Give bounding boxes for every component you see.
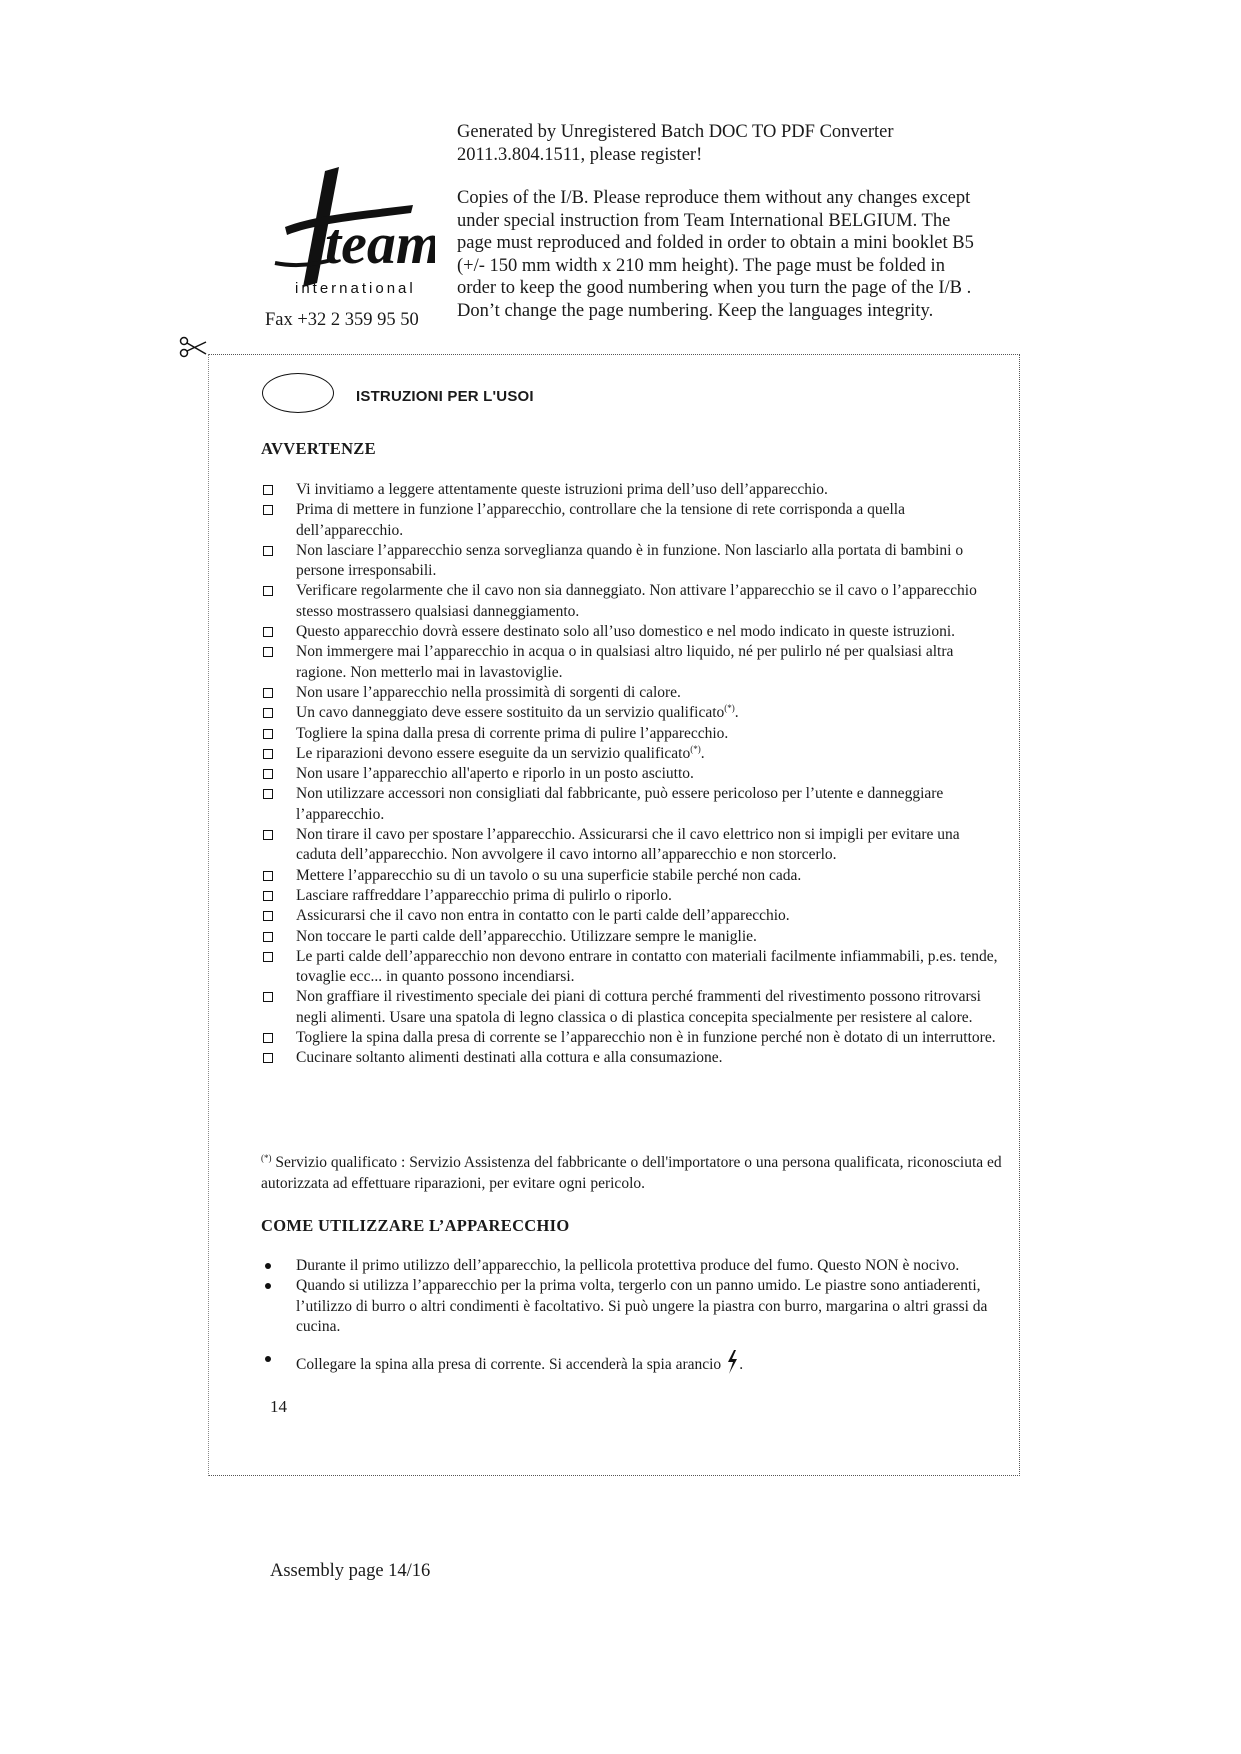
team-logo	[255, 163, 435, 298]
warning-text: Le riparazioni devono essere eseguite da un servizio qualificato	[296, 744, 691, 762]
warning-text: Togliere la spina dalla presa di corrente prima di pulire l’apparecchio.	[296, 724, 729, 742]
warnings-list	[261, 480, 1001, 1069]
footnote-text: Servizio qualificato : Servizio Assistenza del fabbricante o dell'importatore o una persona qualificata, riconosciuta ed autorizzata ad effettuare riparazioni, per evitare ogni pericolo.	[261, 1154, 1002, 1192]
warning-item	[261, 906, 1001, 926]
usage-tail: .	[739, 1356, 744, 1374]
checkbox-bullet-icon	[263, 627, 273, 637]
warning-item	[261, 683, 1001, 703]
warning-text: Non usare l’apparecchio all'aperto e riporlo in un posto asciutto.	[296, 765, 694, 783]
language-oval	[262, 373, 334, 413]
footnote-ref: (*)	[724, 703, 735, 714]
warning-item	[261, 581, 1001, 622]
checkbox-bullet-icon	[263, 485, 273, 495]
checkbox-bullet-icon	[263, 769, 273, 779]
checkbox-bullet-icon	[263, 708, 273, 718]
warning-text: Togliere la spina dalla presa di corrente se l’apparecchio non è in funzione perché non è dotato di un interruttore.	[296, 1029, 996, 1047]
usage-item	[261, 1349, 1001, 1375]
checkbox-bullet-icon	[263, 729, 273, 739]
warning-text: Non toccare le parti calde dell’apparecchio. Utilizzare sempre le maniglie.	[296, 927, 757, 945]
warning-tail: .	[734, 704, 739, 722]
warning-text: Non immergere mai l’apparecchio in acqua o in qualsiasi altro liquido, né per pulirlo né per qualsiasi altra ragione. Non metterlo mai in lavastoviglie.	[296, 643, 954, 681]
warning-item	[261, 744, 1001, 764]
logo-wordmark: team	[325, 211, 435, 276]
warning-item	[261, 825, 1001, 866]
checkbox-bullet-icon	[263, 911, 273, 921]
warning-text: Non usare l’apparecchio nella prossimità di sorgenti di calore.	[296, 683, 681, 701]
warning-item	[261, 764, 1001, 784]
warning-tail: .	[700, 744, 705, 762]
converter-line-1: Generated by Unregistered Batch DOC TO PDF Converter	[457, 122, 894, 142]
fax-number: Fax +32 2 359 95 50	[265, 310, 419, 330]
bullet-dot-icon	[265, 1283, 271, 1289]
checkbox-bullet-icon	[263, 1053, 273, 1063]
warning-item	[261, 703, 1001, 723]
warning-item	[261, 987, 1001, 1028]
footnote-ref: (*)	[690, 743, 701, 754]
checkbox-bullet-icon	[263, 1033, 273, 1043]
usage-list	[261, 1256, 1001, 1375]
usage-item	[261, 1256, 1001, 1276]
checkbox-bullet-icon	[263, 586, 273, 596]
usage-text: Collegare la spina alla presa di corrente. Si accenderà la spia arancio	[296, 1356, 722, 1374]
warning-text: Mettere l’apparecchio su di un tavolo o su una superficie stabile perché non cada.	[296, 866, 802, 884]
warning-text: Vi invitiamo a leggere attentamente queste istruzioni prima dell’uso dell’apparecchio.	[296, 481, 828, 498]
usage-text: Durante il primo utilizzo dell’apparecchio, la pellicola protettiva produce del fumo. Questo NON è nocivo.	[296, 1257, 960, 1274]
warning-item	[261, 1028, 1001, 1048]
bullet-dot-icon	[265, 1356, 271, 1362]
warning-text: Verificare regolarmente che il cavo non sia danneggiato. Non attivare l’apparecchio se il cavo o l’apparecchio stesso mostrassero qualsiasi danneggiamento.	[296, 582, 977, 620]
warning-text: Cucinare soltanto alimenti destinati alla cottura e alla consumazione.	[296, 1049, 723, 1067]
warning-item	[261, 541, 1001, 582]
usage-item	[261, 1276, 1001, 1337]
page-title: ISTRUZIONI PER L'USOI	[356, 388, 534, 405]
warning-text: Non lasciare l’apparecchio senza sorveglianza quando è in funzione. Non lasciarlo alla portata di bambini o persone irresponsabili.	[296, 541, 964, 580]
bullet-dot-icon	[265, 1263, 271, 1269]
warning-text: Assicurarsi che il cavo non entra in contatto con le parti calde dell’apparecchio.	[296, 907, 790, 925]
warning-item	[261, 724, 1001, 744]
checkbox-bullet-icon	[263, 871, 273, 881]
warning-item	[261, 784, 1001, 825]
warning-text: Non tirare il cavo per spostare l’apparecchio. Assicurarsi che il cavo elettrico non si impigli per evitare una caduta dell’apparecchio. Non avvolgere il cavo intorno all’apparecchio e non storcerlo.	[296, 826, 960, 864]
logo-subtitle: international	[295, 280, 416, 297]
footnote-mark: (*)	[261, 1152, 272, 1163]
warnings-heading: AVVERTENZE	[261, 439, 376, 458]
checkbox-bullet-icon	[263, 505, 273, 515]
checkbox-bullet-icon	[263, 891, 273, 901]
warning-item	[261, 886, 1001, 906]
warning-text: Le parti calde dell’apparecchio non devono entrare in contatto con materiali facilmente infiammabili, p.es. tende, tovaglie ecc... in quanto possono incendiarsi.	[296, 947, 998, 986]
checkbox-bullet-icon	[263, 546, 273, 556]
footnote	[261, 1153, 1003, 1194]
warning-item	[261, 947, 1001, 988]
warning-text: Prima di mettere in funzione l’apparecchio, controllare che la tensione di rete corrisponda a quella dell’apparecchio.	[296, 501, 905, 539]
header-notice	[457, 121, 977, 322]
warning-text: Questo apparecchio dovrà essere destinato solo all’uso domestico e nel modo indicato in queste istruzioni.	[296, 623, 956, 641]
warning-item	[261, 500, 1001, 541]
assembly-page-label: Assembly page 14/16	[270, 1561, 431, 1581]
checkbox-bullet-icon	[263, 830, 273, 840]
checkbox-bullet-icon	[263, 952, 273, 962]
warning-item	[261, 622, 1001, 642]
warning-item	[261, 642, 1001, 683]
page-number: 14	[270, 1397, 287, 1416]
checkbox-bullet-icon	[263, 749, 273, 759]
warning-text: Lasciare raffreddare l’apparecchio prima di pulirlo o riporlo.	[296, 886, 672, 904]
usage-text: Quando si utilizza l’apparecchio per la prima volta, tergerlo con un panno umido. Le piastre sono antiaderenti, l’utilizzo di burro o altri condimenti è facoltativo. Si può ungere la piastra con burro, margarina o altri grassi da cucina.	[296, 1277, 988, 1335]
warning-item	[261, 480, 1001, 500]
usage-heading: COME UTILIZZARE L’APPARECCHIO	[261, 1216, 570, 1235]
warning-text: Non utilizzare accessori non consigliati dal fabbricante, può essere pericoloso per l’utente e danneggiare l’apparecchio.	[296, 785, 944, 823]
checkbox-bullet-icon	[263, 932, 273, 942]
warning-item	[261, 1048, 1001, 1068]
scissors-icon	[178, 336, 208, 360]
checkbox-bullet-icon	[263, 647, 273, 657]
warning-item	[261, 866, 1001, 886]
checkbox-bullet-icon	[263, 789, 273, 799]
checkbox-bullet-icon	[263, 688, 273, 698]
lightning-bolt-icon	[725, 1349, 739, 1375]
checkbox-bullet-icon	[263, 992, 273, 1002]
reproduction-instructions: Copies of the I/B. Please reproduce them without any changes except under special instruction from Team International BELGIUM. The page must reproduced and folded in order to obtain a mini booklet B5 (+/- 150 mm width x 210 mm height). The page must be folded in order to keep the good numbering when you turn the page of the I/B . Don’t change the page numbering. Keep the languages integrity.	[457, 188, 974, 321]
warning-text: Non graffiare il rivestimento speciale dei piani di cottura perché frammenti del rivestimento possono ritrovarsi negli alimenti. Usare una spatola di legno classica o di plastica concepita specialmente per resistere al calore.	[296, 988, 981, 1026]
warning-text: Un cavo danneggiato deve essere sostituito da un servizio qualificato	[296, 704, 725, 722]
warning-item	[261, 927, 1001, 947]
converter-line-2: 2011.3.804.1511, please register!	[457, 144, 703, 165]
